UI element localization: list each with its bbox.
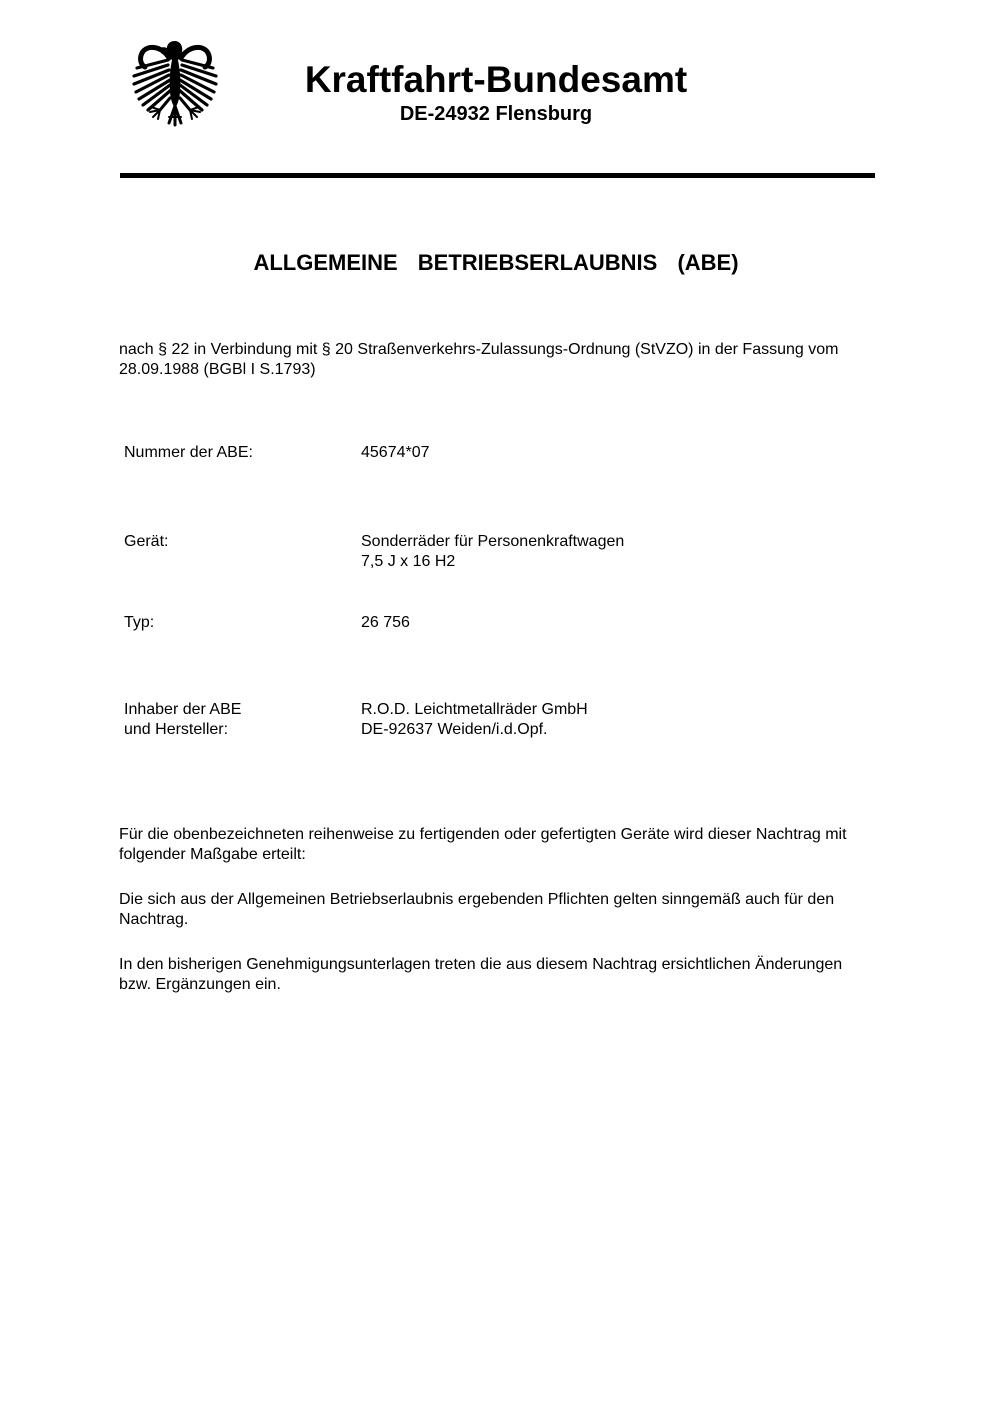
legal-basis-text: nach § 22 in Verbindung mit § 20 Straßenverkehrs-Zulassungs-Ordnung (StVZO) in der Fassung vom 28.09.1988 (BGBl I S.1793) <box>119 341 839 378</box>
field-label <box>124 613 154 633</box>
field-label-line: Gerät: <box>124 533 169 550</box>
field-value <box>361 700 588 740</box>
paragraph: Für die obenbezeichneten reihenweise zu fertigenden oder gefertigten Geräte wird dieser Nachtrag mit folgender Maßgabe erteilt: <box>119 826 847 863</box>
field-value <box>361 532 624 572</box>
field-value-line: Sonderräder für Personenkraftwagen <box>361 533 625 550</box>
field-value-line: 45674*07 <box>361 444 430 461</box>
field-value <box>361 443 430 463</box>
field-label-line: und Hersteller: <box>124 721 229 738</box>
paragraph: Die sich aus der Allgemeinen Betriebserlaubnis ergebenden Pflichten gelten sinngemäß auch für den Nachtrag. <box>119 891 835 928</box>
field-label <box>124 532 168 552</box>
field-value <box>361 613 410 633</box>
field-label-line: Inhaber der ABE <box>124 701 242 718</box>
document-title: ALLGEMEINE BETRIEBSERLAUBNIS (ABE) <box>253 250 739 275</box>
field-value-line: R.O.D. Leichtmetallräder GmbH <box>361 701 588 718</box>
field-label <box>124 700 241 740</box>
agency-location: DE-24932 Flensburg <box>399 103 593 125</box>
field-value-line: 7,5 J x 16 H2 <box>361 553 456 570</box>
field-value-line: 26 756 <box>361 614 410 631</box>
header-divider <box>120 173 875 178</box>
field-label-line: Typ: <box>124 614 155 631</box>
agency-name: Kraftfahrt-Bundesamt <box>304 59 688 100</box>
field-value-line: DE-92637 Weiden/i.d.Opf. <box>361 721 548 738</box>
body-paragraphs <box>119 825 864 1020</box>
field-label-line: Nummer der ABE: <box>124 444 253 461</box>
paragraph: In den bisherigen Genehmigungsunterlagen treten die aus diesem Nachtrag ersichtlichen Änderungen bzw. Ergänzungen ein. <box>119 956 843 993</box>
field-label <box>124 443 253 463</box>
